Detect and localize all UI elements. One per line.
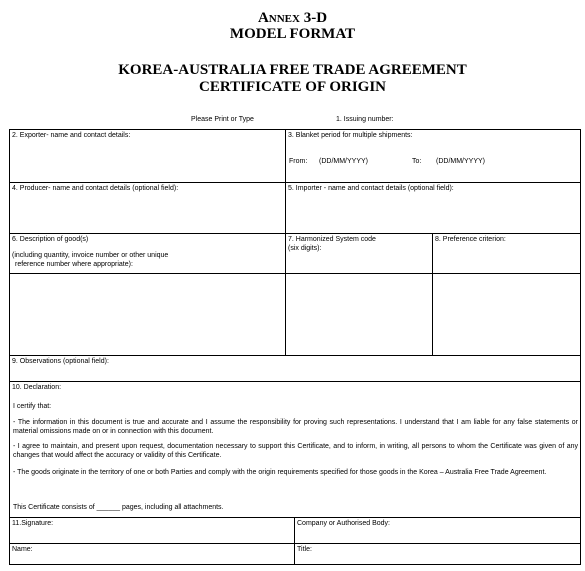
from-label: From:	[289, 158, 308, 165]
print-note: Please Print or Type	[191, 116, 254, 123]
hs-code-title: 7. Harmonized System code	[288, 236, 376, 243]
annex-number: 3-D	[303, 10, 328, 26]
title-field[interactable]: Title:	[297, 546, 312, 553]
certify-statement: I certify that:	[13, 403, 52, 410]
preference-criterion-entry[interactable]	[432, 274, 581, 355]
observations-field[interactable]: 9. Observations (optional field):	[12, 358, 109, 365]
issuing-number-label: 1. Issuing number:	[336, 116, 394, 123]
hs-code-header	[285, 234, 432, 256]
hs-code-note: (six digits):	[288, 244, 322, 252]
page-count-statement: This Certificate consists of ______ pages, including all attachments.	[13, 504, 224, 511]
annex-heading	[0, 10, 585, 27]
signature-field[interactable]: 11.Signature:	[12, 520, 54, 527]
company-field[interactable]: Company or Authorised Body:	[297, 520, 390, 527]
declaration-item-3: - The goods originate in the territory of one or both Parties and comply with the origin requirements specified for those goods in the Korea – Australia Free Trade Agreement.	[13, 469, 547, 476]
agreement-title: KOREA-AUSTRALIA FREE TRADE AGREEMENT	[118, 62, 467, 78]
description-header	[9, 234, 285, 271]
declaration-item-1: - The information in this document is true and accurate and I assume the responsibility for proving such representations. I understand that I am liable for any false statements or material omissions made on or in connection with this document.	[13, 419, 578, 436]
description-title: 6. Description of good(s)	[12, 236, 89, 243]
hs-code-entry[interactable]	[285, 274, 432, 355]
blanket-period-field[interactable]: 3. Blanket period for multiple shipments:	[288, 132, 413, 139]
declaration-item-2: - I agree to maintain, and present upon request, documentation necessary to support this Certificate, and to inform, in writing, all persons to whom the Certificate was given of any changes that would affect the accuracy or validity of this Certificate.	[13, 443, 578, 460]
model-format-heading: MODEL FORMAT	[229, 26, 356, 42]
from-date-format[interactable]: (DD/MM/YYYY)	[319, 158, 368, 165]
certificate-title: CERTIFICATE OF ORIGIN	[199, 79, 386, 95]
exporter-field[interactable]: 2. Exporter- name and contact details:	[12, 132, 131, 139]
description-note-1: (including quantity, invoice number or other unique	[12, 251, 169, 259]
declaration-title: 10. Declaration:	[12, 384, 62, 391]
preference-criterion-header: 8. Preference criterion:	[435, 236, 506, 243]
importer-field[interactable]: 5. Importer - name and contact details (optional field):	[288, 185, 454, 192]
to-date-format[interactable]: (DD/MM/YYYY)	[436, 158, 485, 165]
producer-field[interactable]: 4. Producer- name and contact details (optional field):	[12, 185, 179, 192]
description-note-2: reference number where appropriate):	[15, 260, 133, 268]
name-field[interactable]: Name:	[12, 546, 33, 553]
annex-prefix: Annex	[257, 10, 300, 26]
to-label: To:	[412, 158, 422, 165]
description-entry[interactable]	[9, 274, 285, 355]
